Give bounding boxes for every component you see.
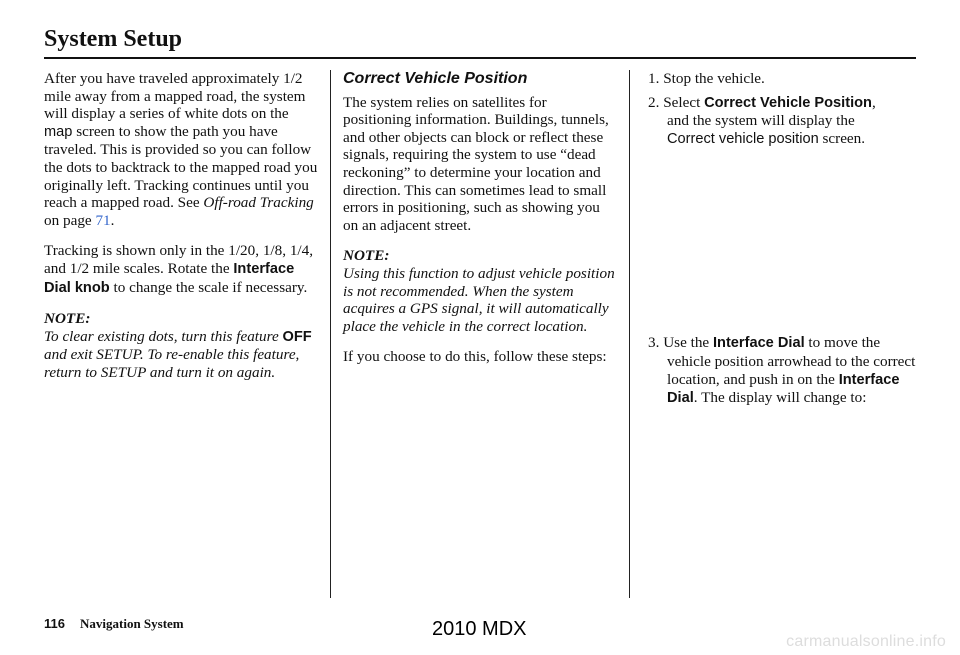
- offroad-tracking-paragraph: After you have traveled approximately 1/2 mile away from a mapped road, the system will display a series of white dots on the map screen to show the path you have traveled. This is provided so you can follow the dots to backtrack to the mapped road you originally left. Tracking continues until you reach a mapped road. See Off-road Tracking on page 71.: [44, 70, 318, 229]
- watermark: carmanualsonline.info: [786, 633, 946, 650]
- interface-dial-term-2: Interface Dial: [667, 371, 900, 407]
- dead-reckoning-paragraph: The system relies on satellites for positioning information. Buildings, tunnels, and other objects can block or reflect these signals, requiring the system to use “dead reckoning” to determine your location and direction. This can sometimes lead to small errors in positioning, such as showing you on an adjacent street.: [343, 93, 609, 234]
- interface-dial-knob-term: Interface Dial knob: [44, 260, 295, 296]
- correct-vehicle-position-term: Correct Vehicle Position: [704, 94, 872, 111]
- header-rule: [44, 57, 916, 59]
- note-body: To clear existing dots, turn this feature OFF and exit SETUP. To re-enable this feature, return to SETUP and turn it on again.: [44, 327, 312, 381]
- off-term: OFF: [282, 328, 312, 345]
- interface-dial-term: Interface Dial: [712, 335, 805, 352]
- scale-paragraph: Tracking is shown only in the 1/20, 1/8, 1/4, and 1/2 mile scales. Rotate the Interface Dial knob to change the scale if necessary.: [44, 242, 314, 296]
- column-1: [44, 70, 319, 395]
- follow-steps-paragraph: If you choose to do this, follow these steps:: [343, 348, 607, 366]
- note-body-2: Using this function to adjust vehicle position is not recommended. When the system acquires a GPS signal, it will automatically place the vehicle in the correct location.: [343, 264, 615, 335]
- note-title-2: NOTE:: [343, 247, 390, 265]
- note-title: NOTE:: [44, 310, 91, 328]
- correct-vehicle-position-screen-term: Correct vehicle position: [667, 130, 819, 147]
- screen-image-placeholder: [641, 154, 916, 334]
- page-number: 116: [44, 616, 65, 631]
- map-screen-term: map: [44, 123, 73, 140]
- step-1: 1. Stop the vehicle.: [648, 70, 765, 87]
- page-title: System Setup: [44, 26, 183, 52]
- column-divider-1: [330, 70, 331, 598]
- footer-label: Navigation System: [80, 616, 184, 631]
- section-heading: Correct Vehicle Position: [343, 70, 528, 87]
- vehicle-model: 2010 MDX: [432, 618, 527, 640]
- column-divider-2: [629, 70, 630, 598]
- step-3: 3. Use the Interface Dial to move the vehicle position arrowhead to the correct location, and push in on the Interface Dial. The display will change to:: [648, 334, 916, 407]
- offroad-tracking-ref: Off-road Tracking: [203, 194, 314, 212]
- column-2: [343, 70, 618, 379]
- page-71-link[interactable]: 71: [95, 211, 111, 229]
- step-2: 2. Select Correct Vehicle Position, and the system will display the Correct vehicle position screen.: [648, 93, 876, 147]
- column-3: [641, 70, 916, 414]
